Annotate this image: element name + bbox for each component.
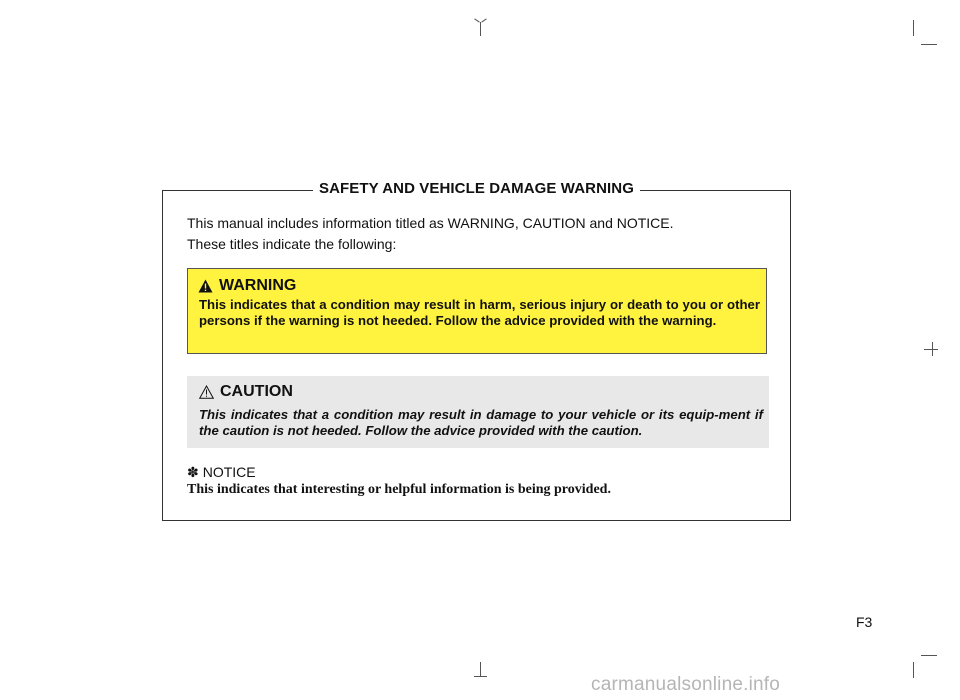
caution-text: This indicates that a condition may result in damage to your vehicle or its equip-ment if the caution is not heeded. Follow the advice provided with the caution. [199, 407, 763, 438]
warning-text: This indicates that a condition may result in harm, serious injury or death to you or other persons if the warning is not heeded. Follow the advice provided with the warning. [199, 297, 760, 328]
crop-mark-bottom-right-vertical [913, 662, 914, 678]
crop-mark-bottom-center [480, 662, 481, 676]
crop-mark-right-center-v [932, 342, 933, 356]
intro-line-2: These titles indicate the following: [187, 236, 397, 252]
crop-mark-bottom-right-horizontal [921, 655, 937, 656]
panel-title: SAFETY AND VEHICLE DAMAGE WARNING [163, 180, 790, 198]
crop-mark-top-right-horizontal [921, 44, 937, 45]
safety-warning-panel [162, 180, 791, 521]
crop-mark-bottom-center-base [474, 676, 487, 677]
crop-mark-top-center [480, 22, 481, 36]
notice-text: This indicates that interesting or helpful information is being provided. [187, 482, 611, 497]
crop-mark-top-center-arm-right [481, 18, 486, 22]
crop-mark-top-right-vertical [913, 20, 914, 36]
notice-heading-label: NOTICE [202, 464, 256, 480]
notice-heading [187, 463, 611, 481]
warning-triangle-icon [198, 279, 213, 293]
caution-heading-label: CAUTION [220, 383, 293, 400]
notice-section [187, 463, 611, 499]
intro-line-1: This manual includes information titled as WARNING, CAUTION and NOTICE. [187, 215, 674, 231]
caution-box [187, 376, 769, 448]
caution-heading [199, 383, 293, 401]
crop-mark-top-center-arm-left [474, 18, 479, 22]
caution-triangle-icon [199, 385, 214, 399]
intro-text [187, 213, 674, 255]
page-number: F3 [856, 614, 873, 630]
crop-mark-right-center-h [924, 349, 938, 350]
watermark: carmanualsonline.info [591, 674, 781, 695]
warning-box [187, 268, 767, 354]
warning-heading [198, 277, 296, 295]
warning-heading-label: WARNING [219, 277, 297, 294]
notice-star-icon: ✽ [187, 464, 199, 480]
